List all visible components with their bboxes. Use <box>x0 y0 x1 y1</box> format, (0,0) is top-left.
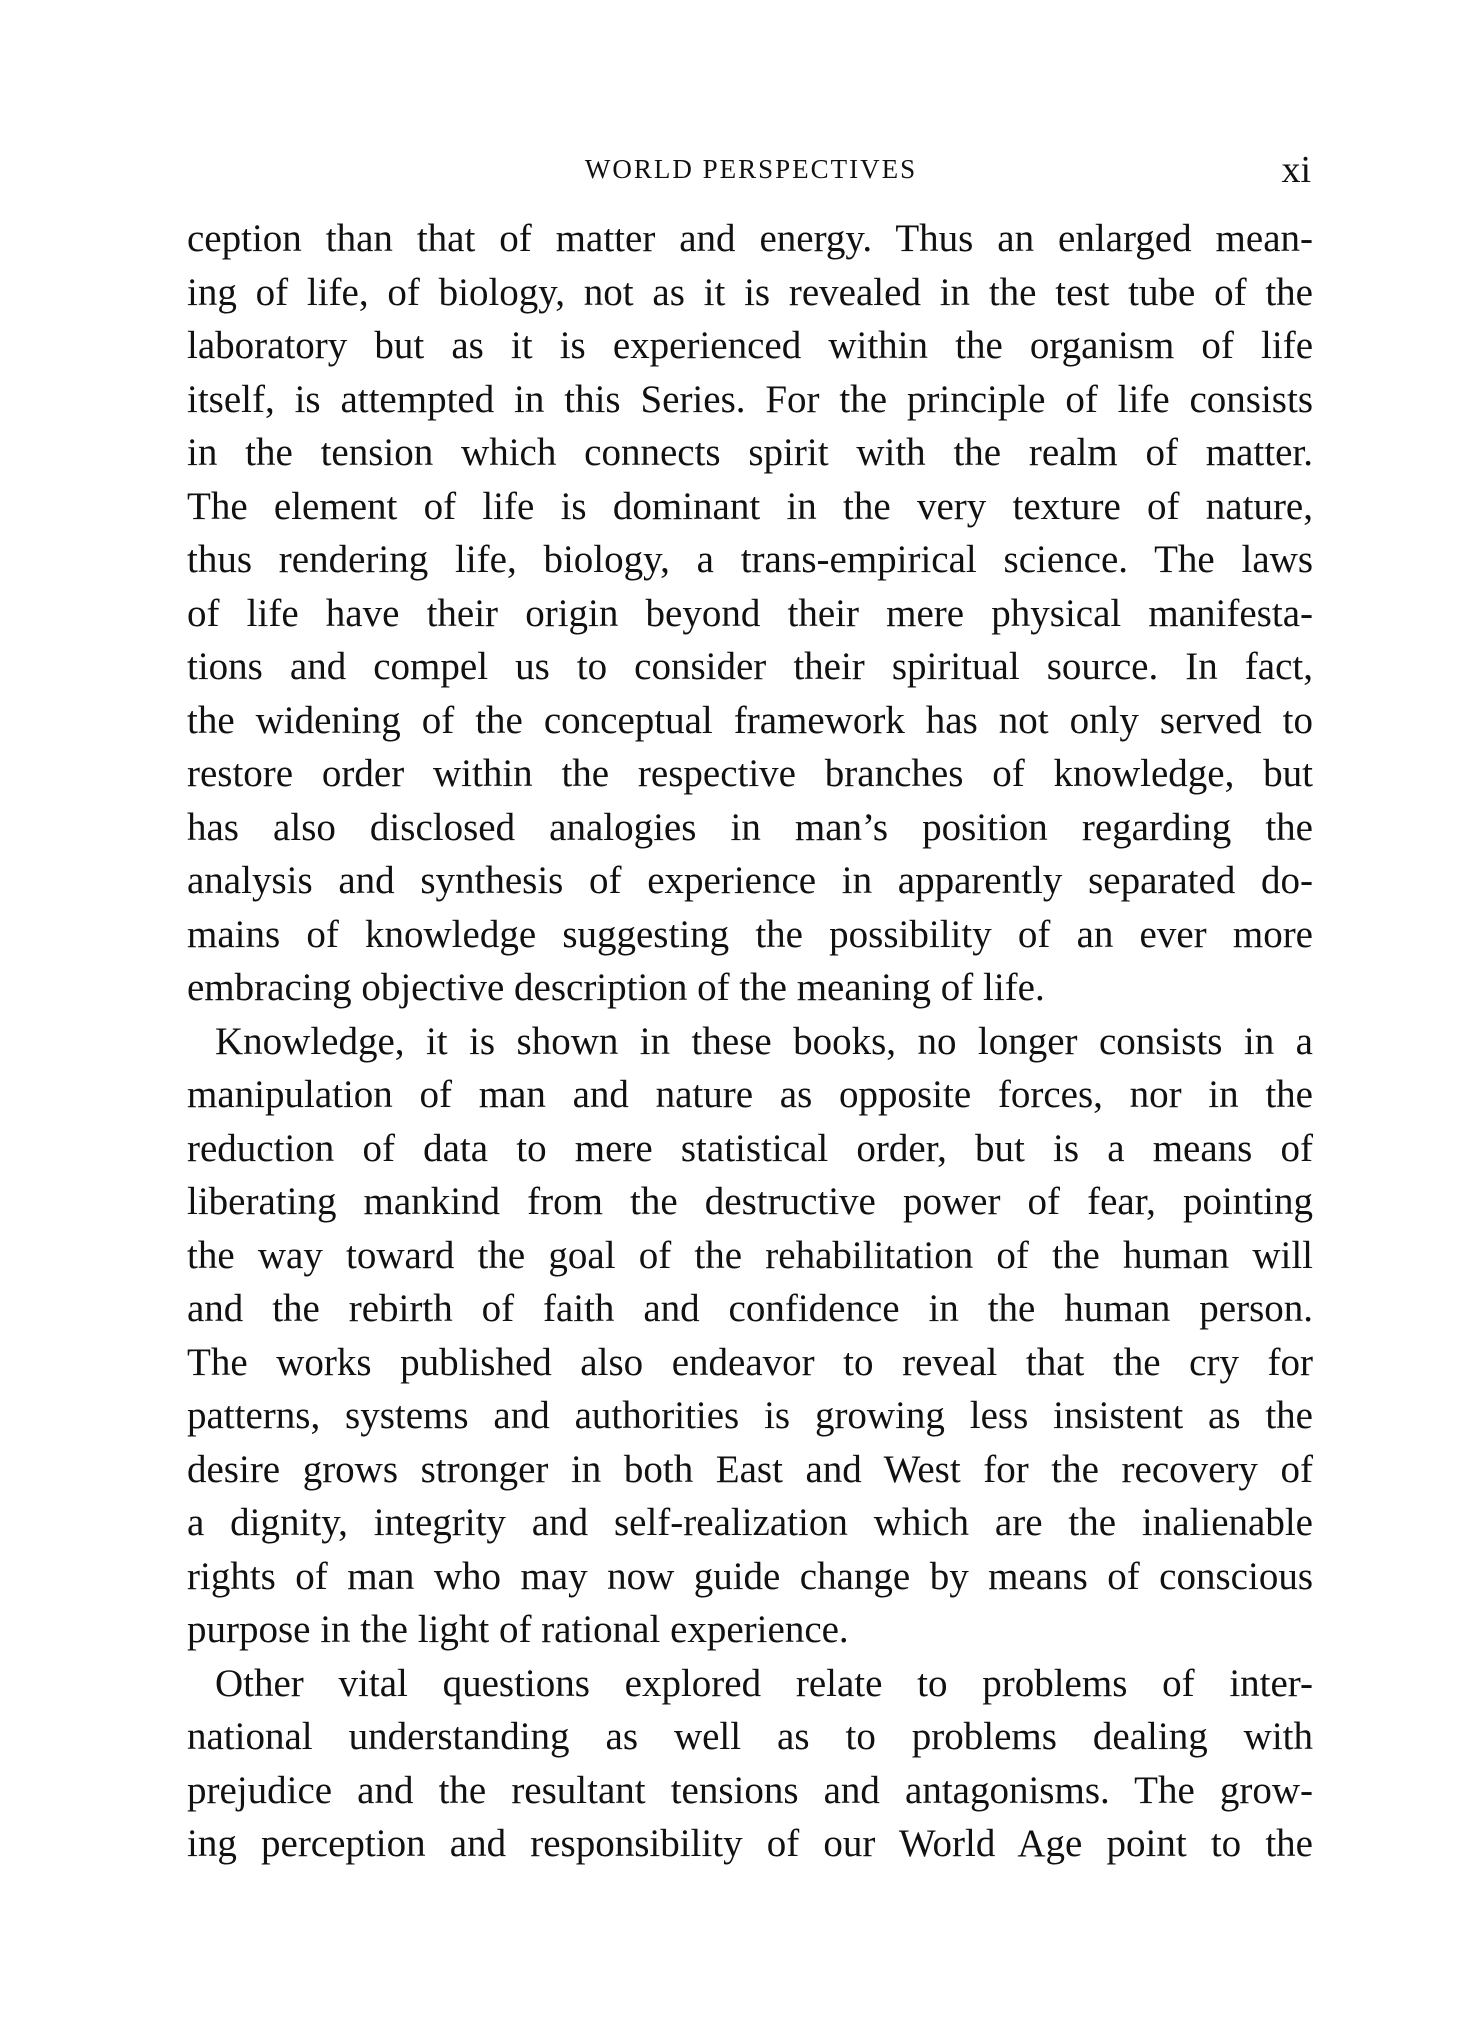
text-line: in the tension which connects spirit with the realm of matter. <box>187 431 1313 474</box>
text-line: ing perception and responsibility of our World Age point to the <box>187 1822 1313 1865</box>
text-line: itself, is attempted in this Series. For the principle of life consists <box>187 377 1313 421</box>
text-line: ception than that of matter and energy. Thus an enlarged mean- <box>187 217 1313 260</box>
text-line: manipulation of man and nature as opposite forces, nor in the <box>187 1073 1313 1116</box>
text-line: prejudice and the resultant tensions and antagonisms. The grow- <box>187 1768 1313 1812</box>
text-line: liberating mankind from the destructive power of fear, pointing <box>187 1180 1313 1223</box>
text-line: rights of man who may now guide change by means of conscious <box>187 1554 1313 1598</box>
running-head <box>191 148 1311 198</box>
body-text <box>187 212 1313 1871</box>
text-line: reduction of data to mere statistical order, but is a means of <box>187 1126 1313 1170</box>
paragraph-3 <box>187 1657 1313 1871</box>
running-title: WORLD PERSPECTIVES <box>584 154 918 184</box>
text-line: The works published also endeavor to reveal that the cry for <box>187 1340 1313 1384</box>
text-line: and the rebirth of faith and confidence in the human person. <box>187 1287 1313 1330</box>
text-line: analysis and synthesis of experience in apparently separated do- <box>187 859 1313 902</box>
text-line: embracing objective description of the meaning of life. <box>187 966 1045 1009</box>
text-line: desire grows stronger in both East and West for the recovery of <box>187 1447 1313 1491</box>
text-line: of life have their origin beyond their mere physical manifesta- <box>187 591 1313 635</box>
text-line: Knowledge, it is shown in these books, no longer consists in a <box>215 1019 1313 1063</box>
text-line: national understanding as well as to problems dealing with <box>187 1715 1313 1758</box>
paragraph-1 <box>187 212 1313 1015</box>
text-line: ing of life, of biology, not as it is revealed in the test tube of the <box>187 270 1313 314</box>
text-line: patterns, systems and authorities is growing less insistent as the <box>187 1394 1313 1437</box>
text-line: The element of life is dominant in the very texture of nature, <box>187 484 1313 528</box>
paragraph-2 <box>187 1015 1313 1657</box>
text-line: purpose in the light of rational experience. <box>187 1608 849 1651</box>
text-line: has also disclosed analogies in man’s position regarding the <box>187 805 1313 849</box>
text-line: tions and compel us to consider their spiritual source. In fact, <box>187 645 1313 688</box>
text-line: the way toward the goal of the rehabilitation of the human will <box>187 1233 1313 1277</box>
text-line: mains of knowledge suggesting the possibility of an ever more <box>187 912 1313 956</box>
text-line: Other vital questions explored relate to problems of inter- <box>215 1661 1313 1705</box>
text-line: thus rendering life, biology, a trans-empirical science. The laws <box>187 538 1313 581</box>
text-line: laboratory but as it is experienced within the organism of life <box>187 324 1313 367</box>
text-line: a dignity, integrity and self-realization which are the inalienable <box>187 1501 1313 1544</box>
text-line: restore order within the respective branches of knowledge, but <box>187 752 1313 795</box>
text-line: the widening of the conceptual framework has not only served to <box>187 698 1313 742</box>
page-number: xi <box>1281 149 1311 191</box>
